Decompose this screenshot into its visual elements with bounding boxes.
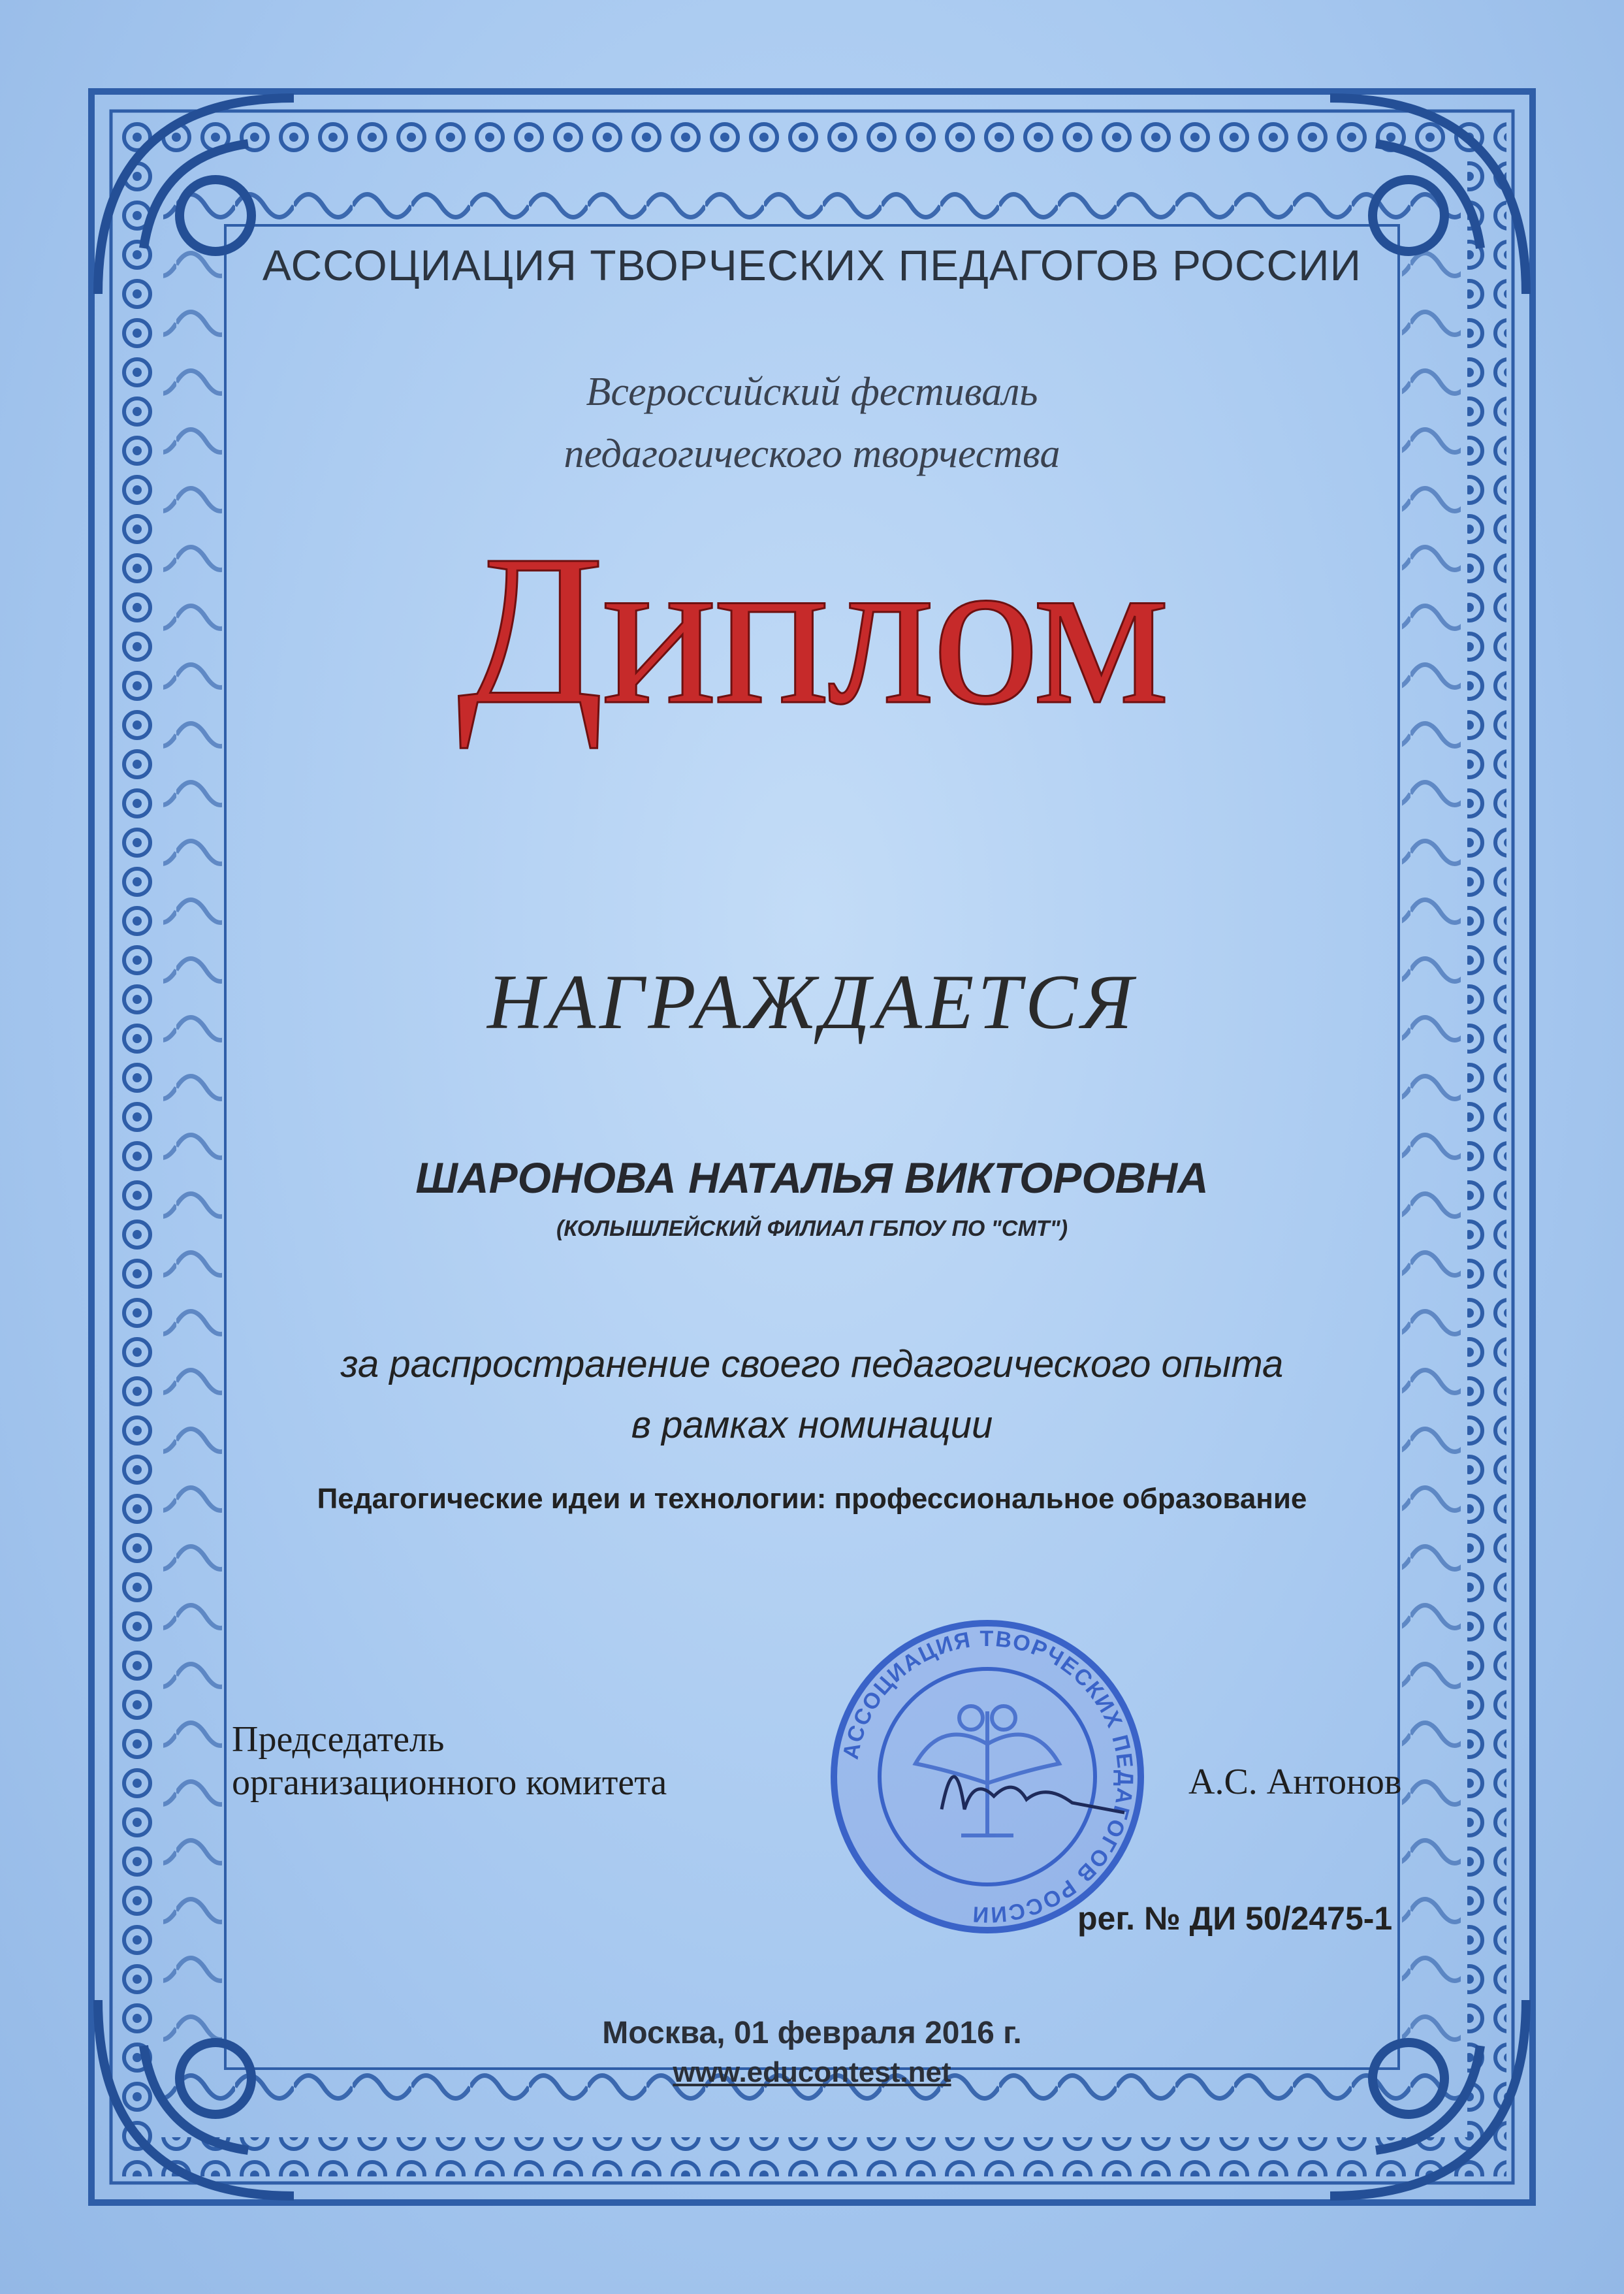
nomination: Педагогические идеи и технологии: профессиональное образование [317, 1483, 1307, 1515]
signatory-role-line-1: Председатель [232, 1719, 445, 1760]
festival-line-1: Всероссийский фестиваль [586, 370, 1038, 414]
signatory-role [232, 1718, 667, 1804]
festival-line-2: педагогического творчества [564, 432, 1060, 476]
reason-line-1: за распространение своего педагогического опыта [340, 1343, 1284, 1385]
svg-text:АССОЦИАЦИЯ ТВОРЧЕСКИХ ПЕДАГОГО: АССОЦИАЦИЯ ТВОРЧЕСКИХ ПЕДАГОГОВ РОССИИ [838, 1626, 1138, 1928]
registration-number: рег. № ДИ 50/2475-1 [1077, 1900, 1393, 1937]
document-title: Диплом [457, 511, 1167, 749]
official-seal [824, 1613, 1151, 1940]
organization-name: АССОЦИАЦИЯ ТВОРЧЕСКИХ ПЕДАГОГОВ РОССИИ [262, 241, 1362, 289]
signatory-role-line-2: организационного комитета [232, 1762, 667, 1803]
website-link[interactable]: www.educontest.net [673, 2056, 951, 2088]
recipient-name: ШАРОНОВА НАТАЛЬЯ ВИКТОРОВНА [415, 1154, 1209, 1202]
recipient-institution: (КОЛЫШЛЕЙСКИЙ ФИЛИАЛ ГБПОУ ПО "СМТ") [556, 1216, 1068, 1241]
awarded-label: НАГРАЖДАЕТСЯ [487, 958, 1137, 1045]
reason-line-2: в рамках номинации [631, 1404, 993, 1446]
city-date: Москва, 01 февраля 2016 г. [602, 2016, 1022, 2050]
signer-name: А.С. Антонов [1188, 1762, 1402, 1802]
